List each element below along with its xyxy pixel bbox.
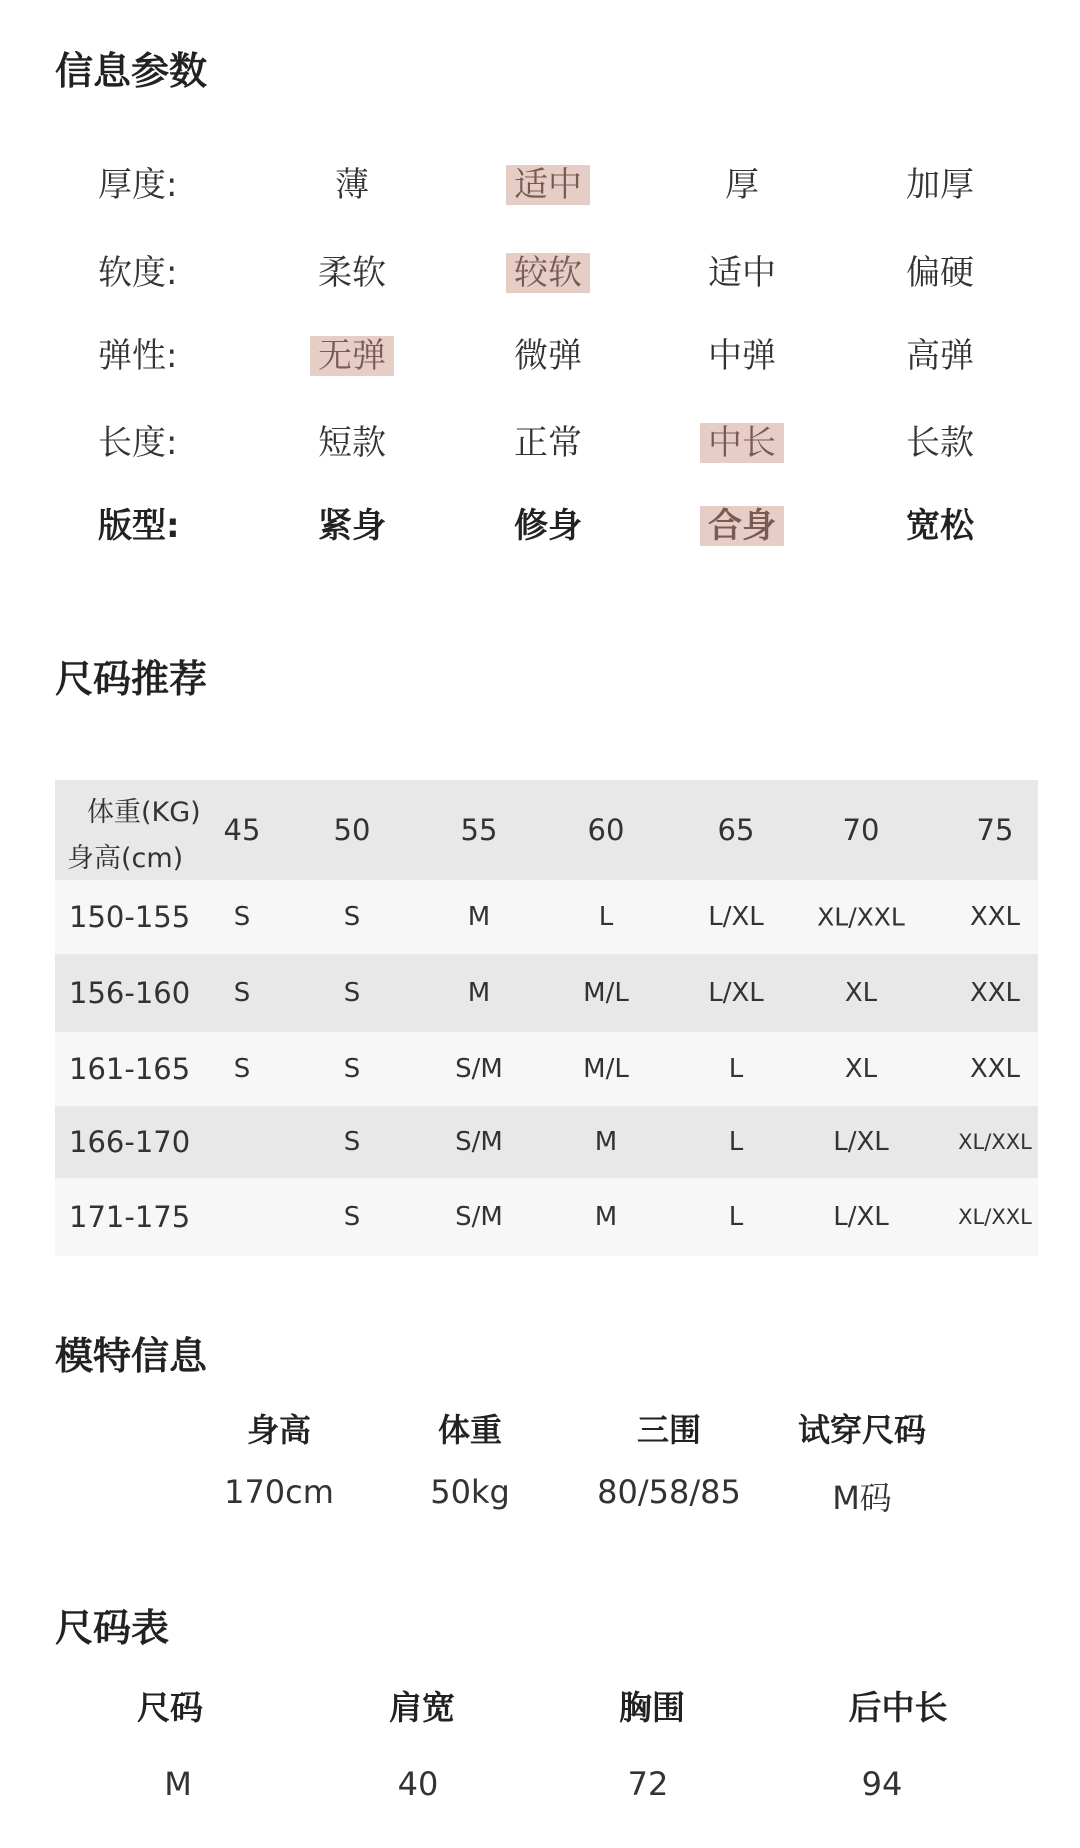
params-option-selected: 无弹 <box>310 336 394 376</box>
size-table-row <box>55 1106 1038 1178</box>
size-cell: S <box>343 1127 361 1157</box>
size-chart-value: M <box>164 1765 192 1803</box>
params-option-selected: 中长 <box>700 423 784 463</box>
size-cell: L/XL <box>708 902 764 932</box>
size-table-corner <box>67 790 201 882</box>
height-range-cell: 156-160 <box>69 976 191 1010</box>
size-table-row <box>55 880 1038 954</box>
size-cell: XL <box>844 978 878 1008</box>
params-option: 修身 <box>514 506 582 546</box>
weight-header-cell: 55 <box>460 813 498 847</box>
height-range-cell: 161-165 <box>69 1052 191 1086</box>
size-cell: XXL <box>969 902 1021 932</box>
model-info-value: 170cm <box>224 1473 334 1511</box>
size-table-row <box>55 954 1038 1032</box>
model-info-value: 50kg <box>430 1473 510 1511</box>
height-range-cell: 171-175 <box>69 1200 191 1234</box>
size-cell: L/XL <box>833 1127 889 1157</box>
size-chart-header: 肩宽 <box>389 1688 455 1727</box>
size-chart-value: 40 <box>397 1765 439 1803</box>
size-cell: L/XL <box>833 1202 889 1232</box>
size-recommend-table <box>55 780 1038 1256</box>
height-range-cell: 166-170 <box>69 1125 191 1159</box>
size-cell: S <box>343 902 361 932</box>
size-cell: M <box>594 1127 618 1157</box>
size-table-row <box>55 1032 1038 1106</box>
params-option: 紧身 <box>318 506 386 546</box>
params-option: 加厚 <box>906 165 974 205</box>
params-option: 中弹 <box>708 336 776 376</box>
size-cell: S/M <box>455 1054 503 1084</box>
weight-header-cell: 75 <box>976 813 1014 847</box>
params-option: 高弹 <box>906 336 974 376</box>
params-title: 信息参数 <box>55 49 208 93</box>
params-option: 偏硬 <box>906 253 974 293</box>
params-option: 微弹 <box>514 336 582 376</box>
size-cell: S/M <box>455 1127 503 1157</box>
model-info-title: 模特信息 <box>55 1334 208 1378</box>
params-option: 柔软 <box>318 253 386 293</box>
model-info-label: 体重 <box>437 1411 502 1449</box>
size-cell: M/L <box>583 1054 629 1084</box>
model-info-column <box>772 1405 952 1519</box>
weight-header-cell: 70 <box>842 813 880 847</box>
weight-header-cell: 65 <box>717 813 755 847</box>
size-cell: S <box>233 1054 251 1084</box>
size-chart-header: 胸围 <box>619 1688 685 1727</box>
params-row-label: 版型: <box>98 506 180 546</box>
params-option-selected: 较软 <box>506 253 590 293</box>
model-info-column <box>579 1405 759 1511</box>
size-cell: M <box>594 1202 618 1232</box>
size-cell: XL <box>844 1054 878 1084</box>
weight-header-cell: 60 <box>587 813 625 847</box>
size-cell: M/L <box>583 978 629 1008</box>
model-info-column <box>380 1405 560 1511</box>
size-cell: M <box>467 978 491 1008</box>
size-chart-value: 72 <box>627 1765 669 1803</box>
size-cell: S <box>343 1054 361 1084</box>
weight-header-cell: 45 <box>223 813 261 847</box>
size-chart-header: 尺码 <box>137 1688 203 1727</box>
size-table-header <box>55 780 1038 880</box>
size-cell: S <box>343 1202 361 1232</box>
size-cell: S/M <box>455 1202 503 1232</box>
model-info-label: 三围 <box>636 1411 701 1449</box>
size-cell: L <box>728 1054 744 1084</box>
size-cell: XL/XXL <box>817 902 905 932</box>
size-cell: L <box>728 1202 744 1232</box>
size-cell: XXL <box>969 1054 1021 1084</box>
size-cell: XL/XXL <box>958 1205 1032 1229</box>
params-option: 薄 <box>335 165 369 205</box>
size-cell: L/XL <box>708 978 764 1008</box>
size-cell: XXL <box>969 978 1021 1008</box>
size-cell: S <box>233 978 251 1008</box>
params-option: 正常 <box>514 423 582 463</box>
size-cell: L <box>728 1127 744 1157</box>
size-table-row <box>55 1178 1038 1256</box>
size-cell: M <box>467 902 491 932</box>
model-info-label: 试穿尺码 <box>797 1411 926 1449</box>
params-row-label: 弹性: <box>98 336 178 376</box>
size-cell: S <box>233 902 251 932</box>
size-cell: XL/XXL <box>958 1130 1032 1154</box>
model-info-value: 80/58/85 <box>597 1473 741 1511</box>
size-cell: S <box>343 978 361 1008</box>
params-row-label: 厚度: <box>98 165 178 205</box>
size-cell: L <box>598 902 614 932</box>
corner-height-label: 身高(cm) <box>67 843 184 874</box>
size-chart-value: 94 <box>861 1765 903 1803</box>
size-recommend-title: 尺码推荐 <box>55 657 208 701</box>
params-option-selected: 合身 <box>700 506 784 546</box>
params-row-label: 软度: <box>98 253 178 293</box>
height-range-cell: 150-155 <box>69 900 191 934</box>
size-chart-title: 尺码表 <box>55 1606 170 1650</box>
params-option: 厚 <box>725 165 759 205</box>
params-option: 适中 <box>708 253 776 293</box>
params-row-label: 长度: <box>98 423 178 463</box>
params-option: 长款 <box>906 423 974 463</box>
model-info-column <box>189 1405 369 1511</box>
corner-weight-label: 体重(KG) <box>87 797 201 828</box>
params-option-selected: 适中 <box>506 165 590 205</box>
params-option: 宽松 <box>906 506 974 546</box>
size-chart-header: 后中长 <box>848 1688 948 1727</box>
model-info-value: M码 <box>832 1479 892 1517</box>
params-option: 短款 <box>318 423 386 463</box>
weight-header-cell: 50 <box>333 813 371 847</box>
model-info-label: 身高 <box>246 1411 311 1449</box>
